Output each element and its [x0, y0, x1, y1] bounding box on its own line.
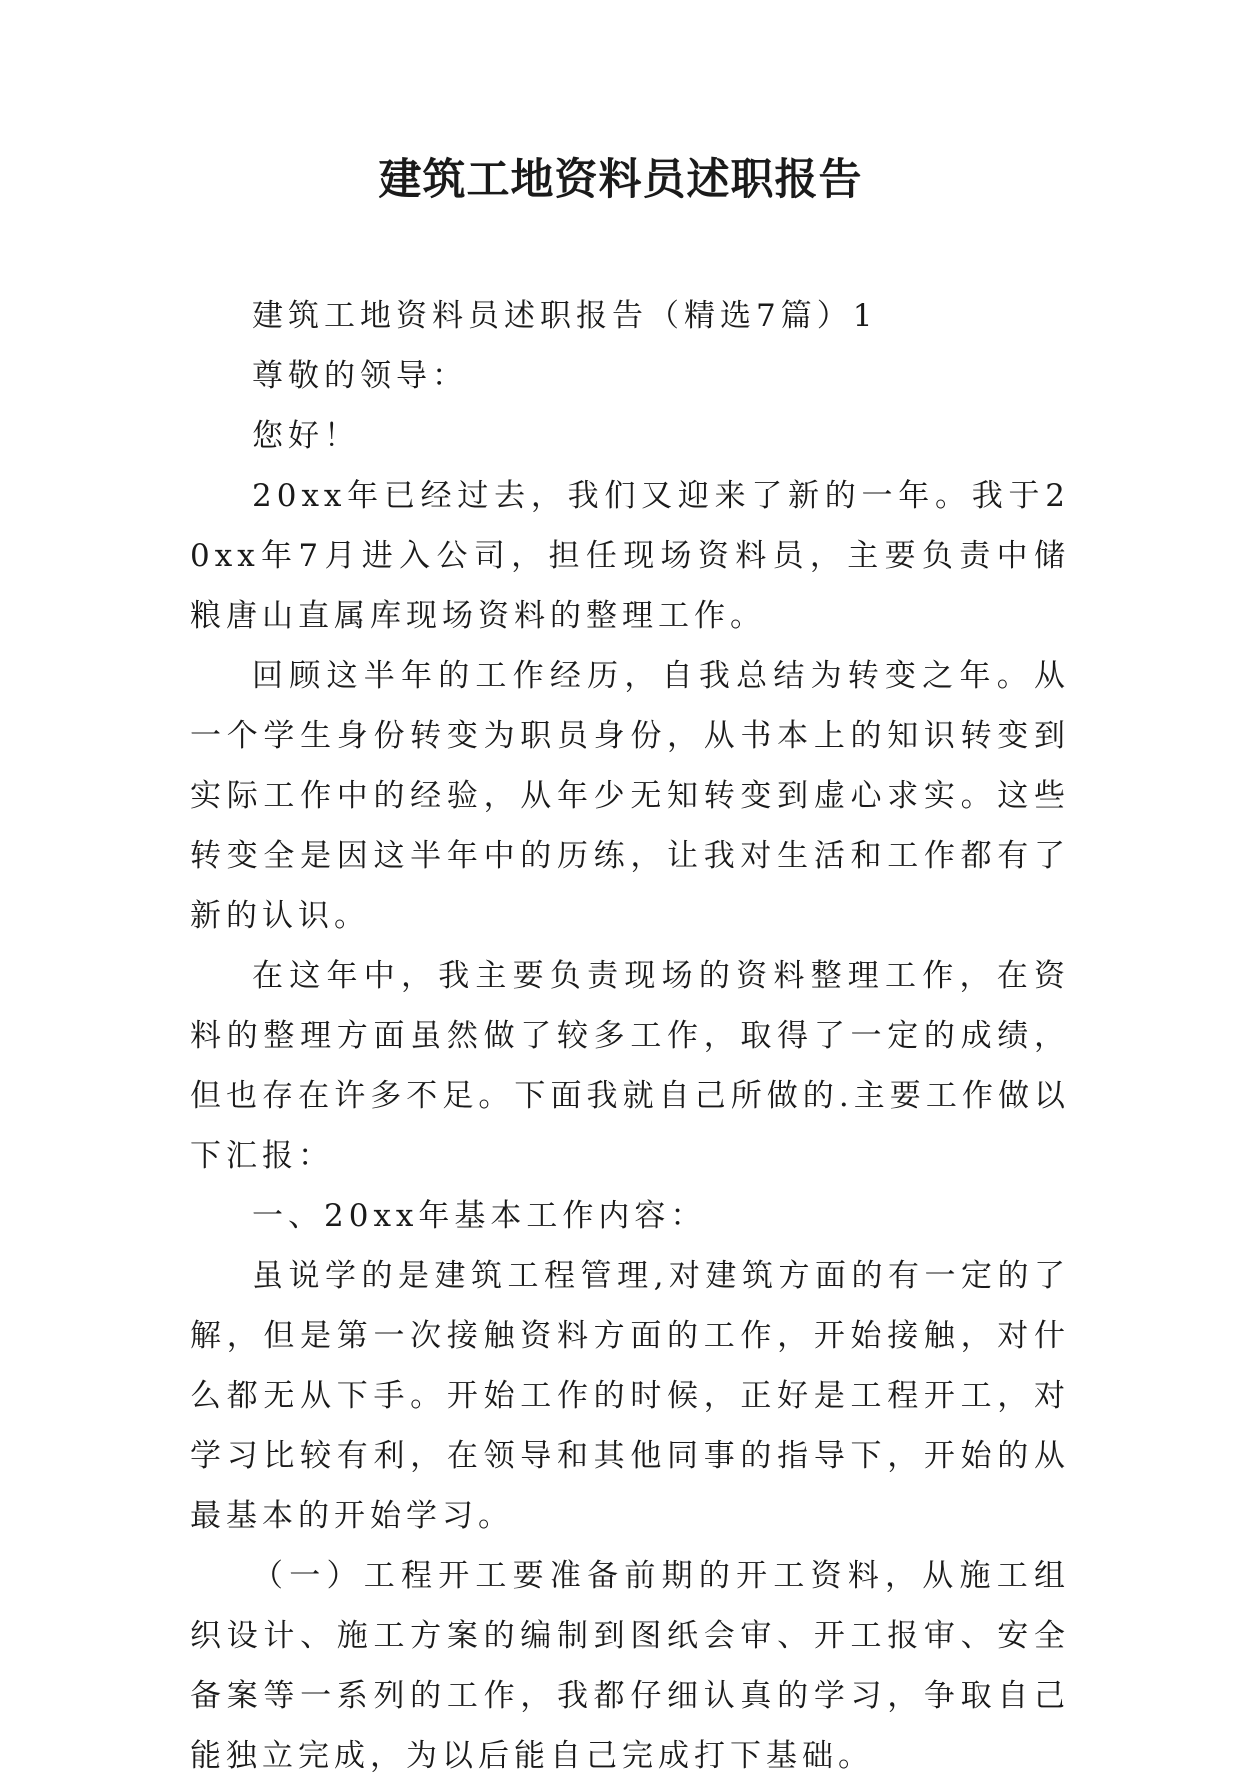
paragraph-salutation: 尊敬的领导： — [252, 358, 468, 394]
paragraph: 在这年中，我主要负责现场的资料整理工作，在资料的整理方面虽然做了较多工作，取得了一定的成绩，但也存在许多不足。下面我就自己所做的.主要工作做以下汇报： — [190, 958, 1070, 1174]
section-heading: 一、20xx年基本工作内容： — [252, 1198, 707, 1234]
paragraph: 20xx年已经过去，我们又迎来了新的一年。我于20xx年7月进入公司，担任现场资料员，主要负责中储粮唐山直属库现场资料的整理工作。 — [190, 478, 1070, 634]
paragraph-greeting: 您好！ — [252, 418, 360, 454]
paragraph-subtitle: 建筑工地资料员述职报告（精选7篇）1 — [252, 298, 878, 334]
paragraph: 回顾这半年的工作经历，自我总结为转变之年。从一个学生身份转变为职员身份，从书本上的知识转变到实际工作中的经验，从年少无知转变到虚心求实。这些转变全是因这半年中的历练，让我对生活和工作都有了新的认识。 — [190, 658, 1070, 934]
paragraph: 虽说学的是建筑工程管理,对建筑方面的有一定的了解，但是第一次接触资料方面的工作，开始接触，对什么都无从下手。开始工作的时候，正好是工程开工，对学习比较有利，在领导和其他同事的指导下，开始的从最基本的开始学习。 — [190, 1258, 1070, 1534]
document-title: 建筑工地资料员述职报告 — [378, 155, 863, 205]
paragraph: （一）工程开工要准备前期的开工资料，从施工组织设计、施工方案的编制到图纸会审、开工报审、安全备案等一系列的工作，我都仔细认真的学习，争取自己能独立完成，为以后能自己完成打下基础。 — [190, 1558, 1070, 1774]
document-body — [190, 286, 1070, 1786]
